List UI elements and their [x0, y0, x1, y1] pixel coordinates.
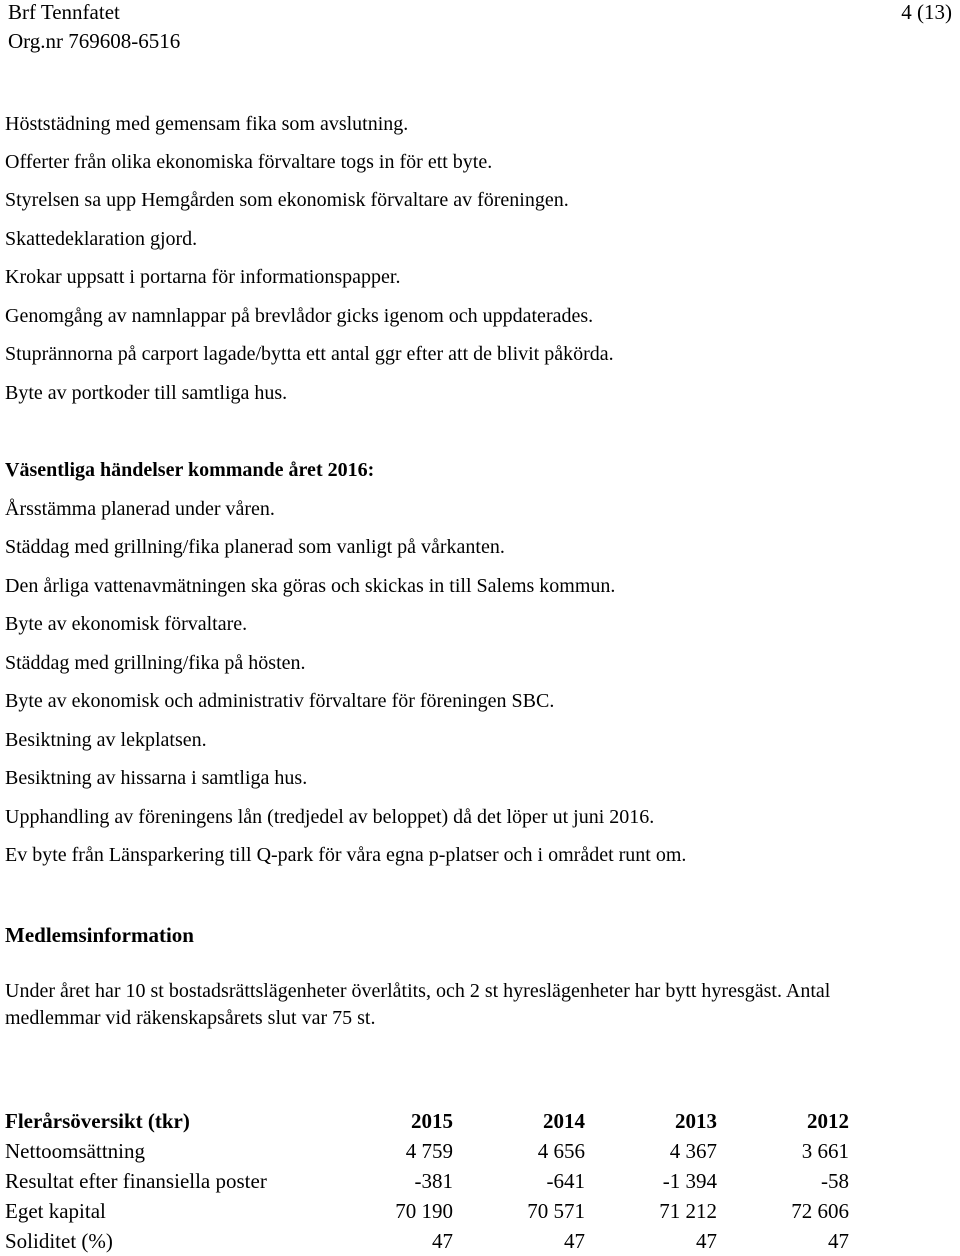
members-text-line: Under året har 10 st bostadsrättslägenheter överlåtits, och 2 st hyreslägenheter har bytt hyresgäst. Antal: [5, 980, 831, 1002]
table-cell: -58: [821, 1169, 849, 1193]
table-cell: 4 656: [537, 1139, 585, 1163]
members-heading: Medlemsinformation: [5, 923, 194, 947]
table-cell: -1 394: [662, 1169, 717, 1193]
table-cell: 70 571: [527, 1199, 585, 1223]
row-label: Eget kapital: [5, 1199, 106, 1223]
table-cell: 4 759: [405, 1139, 453, 1163]
list-item: Årsstämma planerad under våren.: [5, 498, 275, 520]
table-cell: 47: [696, 1229, 717, 1253]
row-label: Nettoomsättning: [5, 1139, 145, 1163]
list-item: Styrelsen sa upp Hemgården som ekonomisk förvaltare av föreningen.: [5, 189, 569, 211]
table-cell: 4 367: [669, 1139, 717, 1163]
table-row: [5, 1226, 849, 1256]
table-row: [5, 1136, 849, 1166]
list-item: Byte av ekonomisk och administrativ förvaltare för föreningen SBC.: [5, 690, 555, 712]
list-item: Den årliga vattenavmätningen ska göras och skickas in till Salems kommun.: [5, 575, 616, 597]
list-item: Ev byte från Länsparkering till Q-park för våra egna p-platser och i området runt om.: [5, 844, 687, 866]
multi-year-table: [5, 1106, 849, 1256]
year-header: 2014: [543, 1109, 585, 1133]
table-cell: 71 212: [659, 1199, 717, 1223]
list-item: Genomgång av namnlappar på brevlådor gicks igenom och uppdaterades.: [5, 305, 594, 327]
page-number: 4 (13): [901, 0, 952, 24]
members-text-line: medlemmar vid räkenskapsårets slut var 75 st.: [5, 1007, 376, 1029]
table-cell: 47: [432, 1229, 453, 1253]
list-item: Besiktning av lekplatsen.: [5, 729, 207, 751]
table-heading: Flerårsöversikt (tkr): [5, 1109, 190, 1133]
list-item: Upphandling av föreningens lån (tredjedel av beloppet) då det löper ut juni 2016.: [5, 806, 655, 828]
list-item: Offerter från olika ekonomiska förvaltare togs in för ett byte.: [5, 151, 493, 173]
year-header: 2012: [807, 1109, 849, 1133]
list-item: Stuprännorna på carport lagade/bytta ett antal ggr efter att de blivit påkörda.: [5, 343, 614, 365]
org-number: Org.nr 769608-6516: [8, 29, 181, 53]
table-cell: 47: [564, 1229, 585, 1253]
list-item: Byte av portkoder till samtliga hus.: [5, 382, 288, 404]
list-item: Krokar uppsatt i portarna för informationspapper.: [5, 266, 401, 288]
list-item: Höststädning med gemensam fika som avslutning.: [5, 113, 409, 135]
table-row: [5, 1196, 849, 1226]
table-cell: -641: [546, 1169, 585, 1193]
row-label: Resultat efter finansiella poster: [5, 1169, 267, 1193]
upcoming-heading: Väsentliga händelser kommande året 2016:: [5, 459, 375, 481]
year-header: 2013: [675, 1109, 717, 1133]
table-cell: 72 606: [791, 1199, 849, 1223]
row-label: Soliditet (%): [5, 1229, 113, 1253]
table-header-row: [5, 1106, 849, 1136]
list-item: Städdag med grillning/fika på hösten.: [5, 652, 306, 674]
list-item: Byte av ekonomisk förvaltare.: [5, 613, 248, 635]
year-header: 2015: [411, 1109, 453, 1133]
table-cell: 70 190: [395, 1199, 453, 1223]
table-cell: 3 661: [801, 1139, 849, 1163]
list-item: Städdag med grillning/fika planerad som vanligt på vårkanten.: [5, 536, 505, 558]
list-item: Besiktning av hissarna i samtliga hus.: [5, 767, 308, 789]
table-cell: -381: [414, 1169, 453, 1193]
org-name: Brf Tennfatet: [8, 0, 120, 24]
list-item: Skattedeklaration gjord.: [5, 228, 198, 250]
table-row: [5, 1166, 849, 1196]
table-cell: 47: [828, 1229, 849, 1253]
